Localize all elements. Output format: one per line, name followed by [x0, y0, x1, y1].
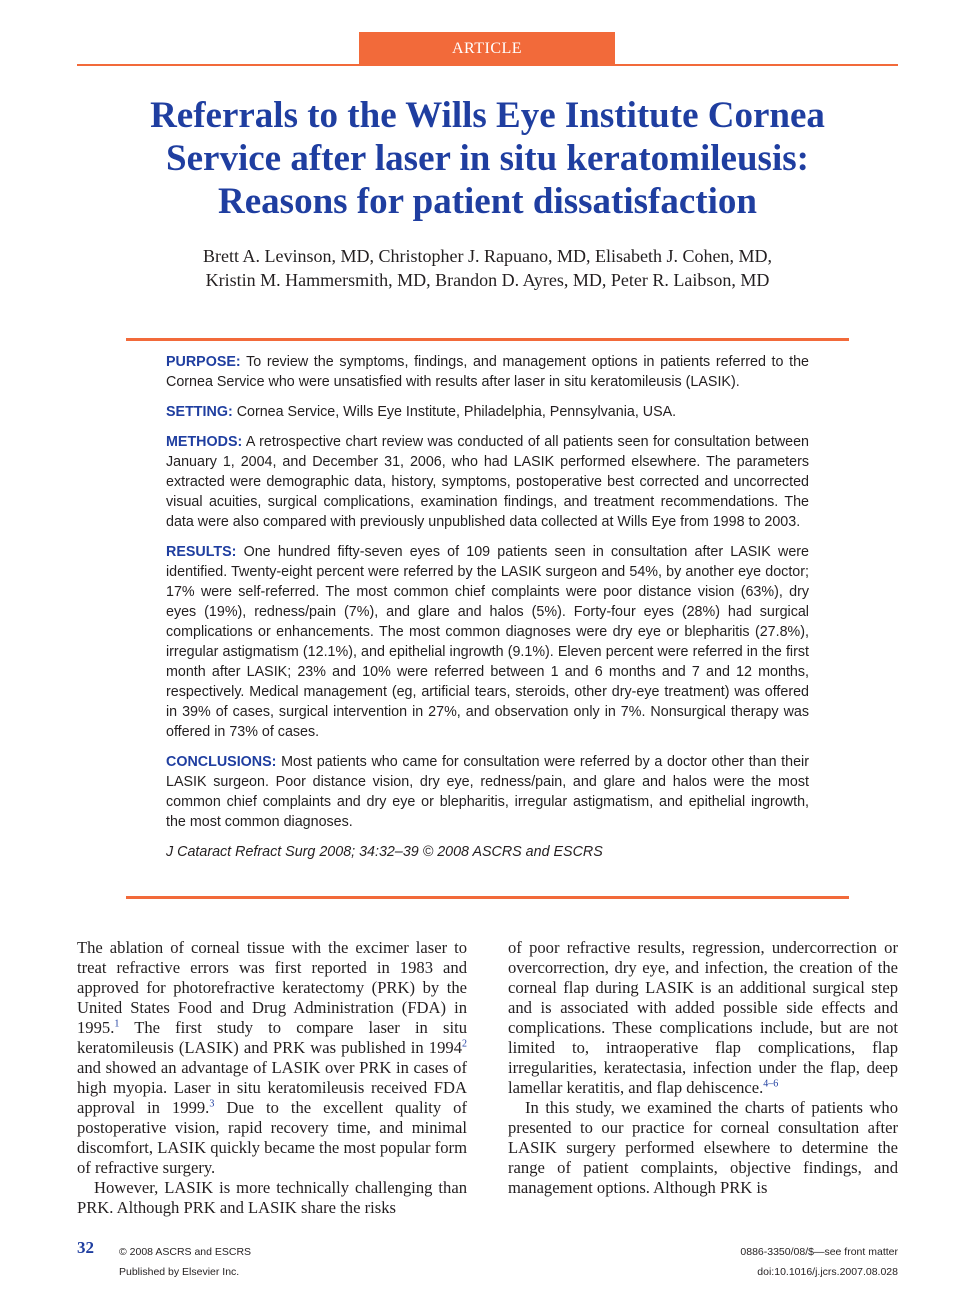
body-column-right: [508, 938, 898, 1198]
conclusions-heading: CONCLUSIONS:: [166, 754, 277, 770]
copyright-line: © 2008 ASCRS and ESCRS: [119, 1246, 252, 1258]
body-column-left: [77, 938, 467, 1218]
footer-publisher-info: [119, 1242, 251, 1282]
setting-heading: SETTING:: [166, 404, 233, 420]
setting-text: Cornea Service, Wills Eye Institute, Philadelphia, Pennsylvania, USA.: [232, 404, 677, 420]
abstract-methods: [166, 432, 809, 532]
reference-link[interactable]: 4–6: [763, 1078, 779, 1090]
reference-link[interactable]: 1: [114, 1018, 120, 1030]
abstract-setting: [166, 402, 809, 422]
body-text: of poor refractive results, regression, undercorrection or overcorrection, dry eye, and infection, the creation of the corneal flap during LASIK is an additional surgical step and is associated with added possible side effects and complications. These complications include, but are not limited to, intraoperative flap complications, flap irregularities, keratectasia, infection under the flap, deep lamellar keratitis, and flap dehiscence.: [508, 938, 898, 1097]
header-rule: [77, 64, 898, 66]
footer-identifiers: [740, 1242, 898, 1282]
body-text: The ablation of corneal tissue with the excimer laser to treat refractive errors was first reported in 1983 and approved for photorefractive keratectomy (PRK) by the United States Food and Drug Administration (FDA) in 1995.: [77, 938, 467, 1037]
page-footer: [77, 1236, 898, 1276]
body-text: Due to the excellent quality of postoperative vision, rapid recovery time, and minimal discomfort, LASIK quickly became the most popular form of refractive surgery.: [77, 1098, 467, 1177]
title-line: Reasons for patient dissatisfaction: [218, 181, 757, 222]
conclusions-text: Most patients who came for consultation were referred by a doctor other than their LASIK surgeon. Poor distance vision, dry eye, redness/pain, and glare and halos were the most common chief complaints and dry eye or blepharitis, irregular astigmatism, and epithelial ingrowth, the most common diagnoses.: [166, 754, 809, 830]
page-number: 32: [77, 1238, 94, 1257]
results-text: One hundred fifty-seven eyes of 109 patients seen in consultation after LASIK were identified. Twenty-eight percent were referred by the LASIK surgeon and 54%, by another eye doctor; 17% were self-referred. The most common chief complaints were poor distance vision (63%), dry eyes (19%), redness/pain (7%), and glare and halos (5%). Forty-four eyes (28%) had surgical complications or enhancements. The most common diagnoses were dry eye or blepharitis (27.8%), irregular astigmatism (12.1%), and epithelial ingrowth (9.1%). Eleven percent were referred in the first month after LASIK; 23% and 10% were referred between 1 and 6 months and 7 and 12 months, respectively. Medical management (eg, artificial tears, steroids, other dry-eye treatment) was offered in 39% of cases, surgical intervention in 27%, and observation only in 7%. Nonsurgical therapy was offered in 73% of cases.: [166, 544, 809, 740]
methods-text: A retrospective chart review was conducted of all patients seen for consultation between January 1, 2004, and December 31, 2006, who had LASIK performed elsewhere. The parameters extracted were demographic data, history, symptoms, postoperative best corrected and uncorrected visual acuities, surgical complications, examination findings, and treatment recommendations. The data were also compared with previously unpublished data collected at Wills Eye from 1998 to 2003.: [166, 434, 809, 530]
purpose-text: To review the symptoms, findings, and management options in patients referred to the Cornea Service who were unsatisfied with results after laser in situ keratomileusis (LASIK).: [166, 354, 809, 390]
reference-link[interactable]: 2: [462, 1038, 467, 1050]
abstract-top-rule: [126, 338, 849, 341]
issn-line: 0886-3350/08/$—see front matter: [740, 1246, 898, 1258]
results-heading: RESULTS:: [166, 544, 237, 560]
abstract-bottom-rule: [126, 896, 849, 899]
body-paragraph: [508, 938, 898, 1098]
body-paragraph: [77, 938, 467, 1178]
body-text: and showed an advantage of LASIK over PRK in cases of high myopia. Laser in situ keratomileusis received FDA approval in 1999.: [77, 1058, 467, 1117]
title-line: Referrals to the Wills Eye Institute Cornea: [150, 95, 825, 136]
abstract-conclusions: [166, 752, 809, 832]
article-type-tab: ARTICLE: [359, 32, 615, 65]
body-text: The first study to compare laser in situ keratomileusis (LASIK) and PRK was published in 1994: [77, 1018, 467, 1057]
body-paragraph: However, LASIK is more technically challenging than PRK. Although PRK and LASIK share the risks: [77, 1178, 467, 1217]
publisher-line: Published by Elsevier Inc.: [119, 1266, 240, 1278]
author-line: Brett A. Levinson, MD, Christopher J. Rapuano, MD, Elisabeth J. Cohen, MD,: [203, 246, 772, 266]
abstract: [166, 352, 809, 872]
journal-citation: J Cataract Refract Surg 2008; 34:32–39 © 2008 ASCRS and ESCRS: [166, 844, 603, 860]
abstract-purpose: [166, 352, 809, 392]
abstract-results: [166, 542, 809, 742]
author-line: Kristin M. Hammersmith, MD, Brandon D. Ayres, MD, Peter R. Laibson, MD: [205, 270, 770, 290]
doi-line[interactable]: doi:10.1016/j.jcrs.2007.08.028: [757, 1266, 898, 1278]
article-title: [77, 94, 898, 223]
title-line: Service after laser in situ keratomileusis:: [166, 138, 809, 179]
methods-heading: METHODS:: [166, 434, 243, 450]
reference-link[interactable]: 3: [209, 1098, 215, 1110]
author-list: [77, 244, 898, 292]
purpose-heading: PURPOSE:: [166, 354, 241, 370]
body-paragraph: In this study, we examined the charts of patients who presented to our practice for corneal consultation after LASIK surgery performed elsewhere to determine the range of patient complaints, objective findings, and management options. Although PRK is: [508, 1098, 898, 1197]
